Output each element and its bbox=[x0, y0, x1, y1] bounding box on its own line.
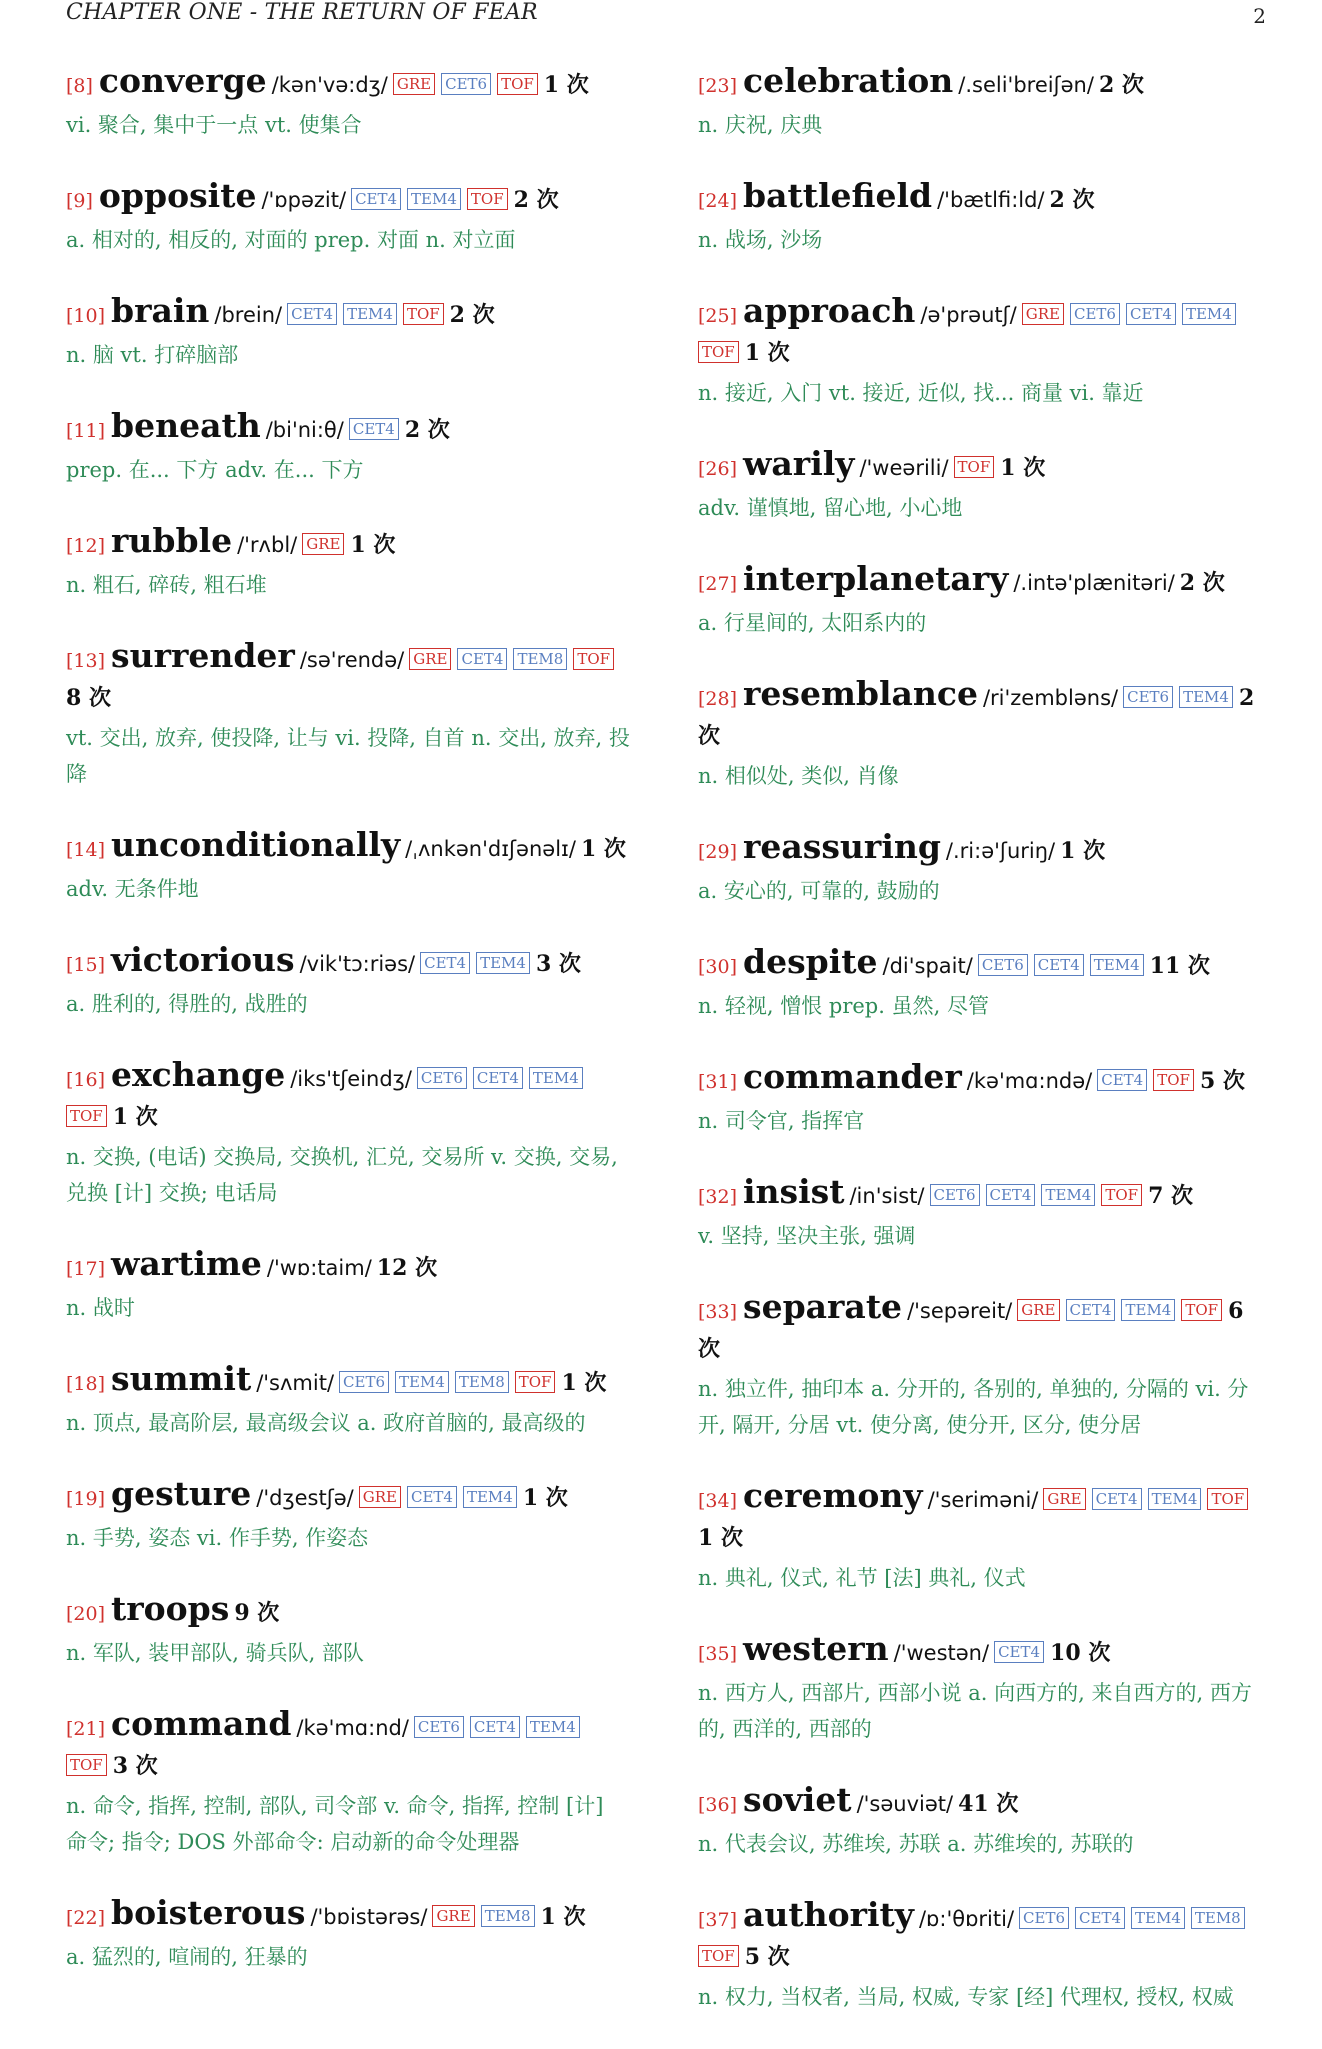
entry-frequency: 2 次 bbox=[1098, 72, 1144, 98]
entry-number: [33] bbox=[698, 1301, 738, 1323]
entry-definition: vi. 聚合, 集中于一点 vt. 使集合 bbox=[66, 113, 362, 137]
exam-tag: CET4 bbox=[351, 188, 401, 210]
entry-phonetic: /.intə'plænitəri/ bbox=[1013, 571, 1175, 595]
entry-frequency: 3 次 bbox=[112, 1753, 158, 1779]
page-number: 2 bbox=[1253, 4, 1266, 28]
entry-phonetic: /'westən/ bbox=[893, 1641, 990, 1665]
entry-phonetic: /di'spait/ bbox=[882, 954, 973, 978]
entry-frequency: 1 次 bbox=[561, 1370, 607, 1396]
entry-definition: a. 胜利的, 得胜的, 战胜的 bbox=[66, 992, 308, 1016]
entry-phonetic: /.ri:ə'ʃuriŋ/ bbox=[945, 839, 1056, 863]
entry-frequency: 11 次 bbox=[1149, 953, 1210, 979]
entry-definition: n. 战时 bbox=[66, 1296, 135, 1320]
exam-tag: CET4 bbox=[1126, 303, 1176, 325]
exam-tag: CET6 bbox=[441, 73, 491, 95]
entry-word: western bbox=[743, 1629, 889, 1668]
entry-headline bbox=[698, 943, 1263, 986]
exam-tag: TEM4 bbox=[407, 188, 461, 210]
entry-definition: n. 相似处, 类似, 肖像 bbox=[698, 764, 899, 788]
vocab-entry bbox=[66, 637, 631, 792]
entry-number: [37] bbox=[698, 1909, 738, 1931]
entry-word: warily bbox=[743, 444, 855, 483]
entry-word: wartime bbox=[111, 1244, 262, 1283]
entry-phonetic: /ɒ:'θɒriti/ bbox=[918, 1907, 1015, 1931]
entry-word: beneath bbox=[111, 406, 261, 445]
entry-word: despite bbox=[743, 942, 878, 981]
entry-phonetic: /vik'tɔ:riəs/ bbox=[299, 952, 416, 976]
vocab-entry bbox=[66, 1360, 631, 1441]
entry-headline bbox=[698, 445, 1263, 488]
exam-tag: CET6 bbox=[1123, 686, 1173, 708]
entry-definition: v. 坚持, 坚决主张, 强调 bbox=[698, 1224, 916, 1248]
entry-number: [23] bbox=[698, 75, 738, 97]
entry-frequency: 6 次 bbox=[698, 1298, 1244, 1362]
exam-tag: TOF bbox=[467, 188, 508, 210]
exam-tag: TEM4 bbox=[529, 1067, 583, 1089]
vocab-entry bbox=[66, 177, 631, 258]
entry-definition: n. 接近, 入门 vt. 接近, 近似, 找... 商量 vi. 靠近 bbox=[698, 381, 1144, 405]
entry-definition: n. 庆祝, 庆典 bbox=[698, 113, 823, 137]
entry-number: [16] bbox=[66, 1069, 106, 1091]
entry-phonetic: /'sʌmit/ bbox=[256, 1371, 335, 1395]
vocab-entry bbox=[66, 1590, 631, 1671]
entry-headline bbox=[66, 1705, 631, 1786]
vocab-entry bbox=[66, 1056, 631, 1211]
entry-number: [29] bbox=[698, 841, 738, 863]
entry-frequency: 12 次 bbox=[376, 1255, 438, 1281]
entry-frequency: 1 次 bbox=[1060, 838, 1106, 864]
exam-tag: TEM4 bbox=[1041, 1184, 1095, 1206]
entry-headline bbox=[66, 1894, 631, 1937]
entry-number: [9] bbox=[66, 190, 93, 212]
entry-definition: a. 相对的, 相反的, 对面的 prep. 对面 n. 对立面 bbox=[66, 228, 516, 252]
entry-number: [31] bbox=[698, 1071, 738, 1093]
entry-number: [19] bbox=[66, 1488, 106, 1510]
entry-word: exchange bbox=[111, 1055, 286, 1094]
entry-number: [26] bbox=[698, 458, 738, 480]
entry-headline bbox=[698, 1781, 1263, 1824]
right-column bbox=[698, 62, 1263, 2049]
exam-tag: TEM4 bbox=[476, 952, 530, 974]
entry-number: [8] bbox=[66, 75, 93, 97]
entry-word: unconditionally bbox=[111, 825, 401, 864]
entry-definition: n. 轻视, 憎恨 prep. 虽然, 尽管 bbox=[698, 994, 989, 1018]
entry-definition: a. 行星间的, 太阳系内的 bbox=[698, 611, 927, 635]
entry-frequency: 9 次 bbox=[234, 1600, 280, 1626]
entry-word: troops bbox=[111, 1589, 230, 1628]
exam-tag: TEM4 bbox=[1182, 303, 1236, 325]
entry-definition: n. 西方人, 西部片, 西部小说 a. 向西方的, 来自西方的, 西方的, 西洋的, 西部的 bbox=[698, 1681, 1252, 1741]
entry-frequency: 1 次 bbox=[698, 1525, 743, 1551]
entry-phonetic: /sə'rendə/ bbox=[299, 648, 405, 672]
entry-number: [30] bbox=[698, 956, 738, 978]
entry-frequency: 7 次 bbox=[1148, 1183, 1194, 1209]
exam-tag: GRE bbox=[393, 73, 435, 95]
entry-phonetic: /kə'mɑ:ndə/ bbox=[966, 1069, 1093, 1093]
entry-number: [13] bbox=[66, 650, 106, 672]
entry-frequency: 41 次 bbox=[958, 1791, 1019, 1817]
entry-frequency: 5 次 bbox=[1199, 1068, 1245, 1094]
exam-tag: TEM4 bbox=[343, 303, 397, 325]
exam-tag: CET4 bbox=[473, 1067, 523, 1089]
entry-definition: n. 交换, (电话) 交换局, 交换机, 汇兑, 交易所 v. 交换, 交易, 兑换 [计] 交换; 电话局 bbox=[66, 1145, 618, 1205]
entry-definition: a. 安心的, 可靠的, 鼓励的 bbox=[698, 879, 940, 903]
entry-frequency: 1 次 bbox=[350, 532, 396, 558]
exam-tag: CET4 bbox=[986, 1184, 1036, 1206]
entry-definition: adv. 无条件地 bbox=[66, 877, 199, 901]
entry-frequency: 2 次 bbox=[404, 417, 450, 443]
entry-word: resemblance bbox=[743, 674, 978, 713]
entry-headline bbox=[698, 675, 1263, 756]
vocab-entry bbox=[698, 675, 1263, 794]
entry-number: [35] bbox=[698, 1643, 738, 1665]
vocab-entry bbox=[698, 292, 1263, 411]
vocab-entry bbox=[66, 1475, 631, 1556]
entry-headline bbox=[698, 177, 1263, 220]
entry-frequency: 2 次 bbox=[1179, 570, 1225, 596]
left-column bbox=[66, 62, 631, 2009]
entry-definition: n. 典礼, 仪式, 礼节 [法] 典礼, 仪式 bbox=[698, 1566, 1026, 1590]
exam-tag: CET4 bbox=[420, 952, 470, 974]
exam-tag: TEM4 bbox=[1179, 686, 1233, 708]
exam-tag: CET4 bbox=[1066, 1299, 1116, 1321]
entry-definition: prep. 在... 下方 adv. 在... 下方 bbox=[66, 458, 364, 482]
entry-word: converge bbox=[98, 61, 267, 100]
entry-phonetic: /'bɒistərəs/ bbox=[310, 1905, 428, 1929]
exam-tag: CET4 bbox=[1034, 954, 1084, 976]
exam-tag: TOF bbox=[954, 456, 995, 478]
entry-definition: adv. 谨慎地, 留心地, 小心地 bbox=[698, 496, 963, 520]
exam-tag: CET6 bbox=[1019, 1907, 1069, 1929]
exam-tag: TOF bbox=[698, 1945, 739, 1967]
entry-phonetic: /ri'zembləns/ bbox=[982, 686, 1119, 710]
entry-frequency: 1 次 bbox=[1000, 455, 1046, 481]
exam-tag: CET4 bbox=[287, 303, 337, 325]
entry-number: [17] bbox=[66, 1258, 106, 1280]
vocab-entry bbox=[698, 560, 1263, 641]
vocab-entry bbox=[698, 1173, 1263, 1254]
vocab-entry bbox=[698, 1781, 1263, 1862]
entry-number: [24] bbox=[698, 190, 738, 212]
exam-tag: CET6 bbox=[414, 1716, 464, 1738]
chapter-title: CHAPTER ONE - THE RETURN OF FEAR bbox=[66, 0, 538, 25]
entry-headline bbox=[66, 292, 631, 335]
entry-word: celebration bbox=[743, 61, 954, 100]
exam-tag: TEM8 bbox=[455, 1371, 509, 1393]
entry-frequency: 1 次 bbox=[580, 836, 626, 862]
entry-definition: n. 独立件, 抽印本 a. 分开的, 各别的, 单独的, 分隔的 vi. 分开, 隔开, 分居 vt. 使分离, 使分开, 区分, 使分居 bbox=[698, 1377, 1249, 1437]
exam-tag: CET6 bbox=[930, 1184, 980, 1206]
entry-phonetic: /'seriməni/ bbox=[927, 1488, 1039, 1512]
entry-headline bbox=[66, 1056, 631, 1137]
exam-tag: CET6 bbox=[1070, 303, 1120, 325]
exam-tag: TEM4 bbox=[1090, 954, 1144, 976]
entry-number: [12] bbox=[66, 535, 106, 557]
exam-tag: TOF bbox=[1101, 1184, 1142, 1206]
entry-frequency: 5 次 bbox=[744, 1944, 790, 1970]
exam-tag: CET6 bbox=[339, 1371, 389, 1393]
entry-phonetic: /.seli'breiʃən/ bbox=[958, 73, 1094, 97]
entry-frequency: 2 次 bbox=[449, 302, 495, 328]
entry-definition: n. 司令官, 指挥官 bbox=[698, 1109, 865, 1133]
exam-tag: TOF bbox=[66, 1105, 107, 1127]
exam-tag: CET4 bbox=[457, 648, 507, 670]
entry-phonetic: /bi'ni:θ/ bbox=[265, 418, 344, 442]
entry-frequency: 1 次 bbox=[112, 1104, 158, 1130]
exam-tag: CET4 bbox=[407, 1486, 457, 1508]
entry-phonetic: /iks'tʃeindʒ/ bbox=[290, 1067, 412, 1091]
entry-word: command bbox=[111, 1704, 292, 1743]
entry-frequency: 1 次 bbox=[540, 1904, 586, 1930]
entry-headline bbox=[698, 1173, 1263, 1216]
exam-tag: CET4 bbox=[1075, 1907, 1125, 1929]
entry-headline bbox=[698, 62, 1263, 105]
exam-tag: GRE bbox=[302, 533, 344, 555]
entry-definition: n. 代表会议, 苏维埃, 苏联 a. 苏维埃的, 苏联的 bbox=[698, 1832, 1134, 1856]
entry-headline bbox=[66, 826, 631, 869]
vocab-entry bbox=[698, 943, 1263, 1024]
exam-tag: GRE bbox=[359, 1486, 401, 1508]
entry-word: approach bbox=[743, 291, 916, 330]
entry-headline bbox=[66, 407, 631, 450]
entry-definition: vt. 交出, 放弃, 使投降, 让与 vi. 投降, 自首 n. 交出, 放弃, 投降 bbox=[66, 726, 630, 786]
entry-number: [28] bbox=[698, 688, 738, 710]
entry-word: reassuring bbox=[743, 827, 941, 866]
entry-word: rubble bbox=[111, 521, 233, 560]
entry-frequency: 2 次 bbox=[1049, 187, 1095, 213]
exam-tag: GRE bbox=[1022, 303, 1064, 325]
exam-tag: CET4 bbox=[1097, 1069, 1147, 1091]
entry-frequency: 1 次 bbox=[744, 340, 790, 366]
vocab-entry bbox=[66, 1705, 631, 1860]
entry-word: separate bbox=[743, 1287, 903, 1326]
entry-frequency: 1 次 bbox=[522, 1485, 568, 1511]
entry-headline bbox=[698, 1630, 1263, 1673]
exam-tag: TEM8 bbox=[1191, 1907, 1245, 1929]
entry-frequency: 3 次 bbox=[535, 951, 581, 977]
vocab-entry bbox=[698, 1477, 1263, 1596]
entry-word: opposite bbox=[98, 176, 257, 215]
entry-word: battlefield bbox=[743, 176, 933, 215]
vocab-entry bbox=[698, 1288, 1263, 1443]
page-header bbox=[66, 0, 1266, 26]
entry-headline bbox=[66, 522, 631, 565]
vocab-entry bbox=[698, 1630, 1263, 1747]
entry-definition: a. 猛烈的, 喧闹的, 狂暴的 bbox=[66, 1945, 308, 1969]
entry-definition: n. 战场, 沙场 bbox=[698, 228, 823, 252]
entry-headline bbox=[66, 1245, 631, 1288]
exam-tag: TOF bbox=[1153, 1069, 1194, 1091]
entry-word: commander bbox=[743, 1057, 962, 1096]
exam-tag: TOF bbox=[403, 303, 444, 325]
entry-number: [20] bbox=[66, 1603, 106, 1625]
exam-tag: TOF bbox=[698, 341, 739, 363]
exam-tag: TEM4 bbox=[1148, 1488, 1202, 1510]
exam-tag: TOF bbox=[515, 1371, 556, 1393]
exam-tag: TEM4 bbox=[463, 1486, 517, 1508]
exam-tag: TOF bbox=[573, 648, 614, 670]
entry-phonetic: /'səuviət/ bbox=[856, 1792, 954, 1816]
entry-frequency: 10 次 bbox=[1050, 1640, 1111, 1666]
vocab-entry bbox=[66, 1245, 631, 1326]
entry-definition: n. 军队, 装甲部队, 骑兵队, 部队 bbox=[66, 1641, 364, 1665]
entry-definition: n. 脑 vt. 打碎脑部 bbox=[66, 343, 239, 367]
entry-frequency: 1 次 bbox=[543, 72, 589, 98]
entry-definition: n. 权力, 当权者, 当局, 权威, 专家 [经] 代理权, 授权, 权威 bbox=[698, 1985, 1234, 2009]
entry-phonetic: /'sepəreit/ bbox=[907, 1299, 1013, 1323]
entry-headline bbox=[66, 637, 631, 718]
exam-tag: CET4 bbox=[470, 1716, 520, 1738]
exam-tag: GRE bbox=[432, 1905, 474, 1927]
entry-phonetic: /in'sist/ bbox=[849, 1184, 925, 1208]
vocab-entry bbox=[698, 1058, 1263, 1139]
exam-tag: TOF bbox=[66, 1754, 107, 1776]
entry-headline bbox=[698, 1896, 1263, 1977]
entry-number: [32] bbox=[698, 1186, 738, 1208]
entry-word: victorious bbox=[111, 940, 295, 979]
entry-phonetic: /'bætlfi:ld/ bbox=[937, 188, 1045, 212]
entry-headline bbox=[66, 1360, 631, 1403]
exam-tag: CET6 bbox=[417, 1067, 467, 1089]
entry-headline bbox=[698, 1058, 1263, 1101]
exam-tag: GRE bbox=[409, 648, 451, 670]
entry-number: [36] bbox=[698, 1794, 738, 1816]
entry-phonetic: /kən'və:dʒ/ bbox=[271, 73, 388, 97]
entry-number: [14] bbox=[66, 839, 106, 861]
entry-frequency: 2 次 bbox=[698, 685, 1255, 749]
entry-word: summit bbox=[111, 1359, 252, 1398]
vocab-entry bbox=[66, 407, 631, 488]
exam-tag: TOF bbox=[1181, 1299, 1222, 1321]
entry-definition: n. 手势, 姿态 vi. 作手势, 作姿态 bbox=[66, 1526, 369, 1550]
entry-word: interplanetary bbox=[743, 559, 1009, 598]
entry-phonetic: /'weərili/ bbox=[859, 456, 949, 480]
entry-phonetic: /kə'mɑ:nd/ bbox=[296, 1716, 409, 1740]
entry-frequency: 2 次 bbox=[513, 187, 559, 213]
entry-definition: n. 粗石, 碎砖, 粗石堆 bbox=[66, 573, 267, 597]
entry-definition: n. 命令, 指挥, 控制, 部队, 司令部 v. 命令, 指挥, 控制 [计] 命令; 指令; DOS 外部命令: 启动新的命令处理器 bbox=[66, 1794, 604, 1854]
entry-word: boisterous bbox=[111, 1893, 306, 1932]
entry-headline bbox=[698, 292, 1263, 373]
entry-phonetic: /'wɒ:taim/ bbox=[266, 1256, 372, 1280]
entry-number: [18] bbox=[66, 1373, 106, 1395]
entry-headline bbox=[698, 560, 1263, 603]
entry-phonetic: /brein/ bbox=[214, 303, 283, 327]
vocab-entry bbox=[698, 445, 1263, 526]
entry-number: [15] bbox=[66, 954, 106, 976]
exam-tag: TOF bbox=[1207, 1488, 1248, 1510]
entry-number: [10] bbox=[66, 305, 106, 327]
exam-tag: TOF bbox=[497, 73, 538, 95]
exam-tag: GRE bbox=[1043, 1488, 1085, 1510]
exam-tag: CET4 bbox=[349, 418, 399, 440]
vocab-entry bbox=[66, 826, 631, 907]
entry-word: authority bbox=[743, 1895, 914, 1934]
entry-number: [22] bbox=[66, 1907, 106, 1929]
entry-word: soviet bbox=[743, 1780, 852, 1819]
exam-tag: CET4 bbox=[1092, 1488, 1142, 1510]
entry-word: ceremony bbox=[743, 1476, 923, 1515]
exam-tag: TEM4 bbox=[395, 1371, 449, 1393]
entry-headline bbox=[66, 1475, 631, 1518]
exam-tag: TEM4 bbox=[1121, 1299, 1175, 1321]
vocab-entry bbox=[698, 828, 1263, 909]
vocab-entry bbox=[66, 292, 631, 373]
entry-phonetic: /'rʌbl/ bbox=[237, 533, 298, 557]
entry-definition: n. 顶点, 最高阶层, 最高级会议 a. 政府首脑的, 最高级的 bbox=[66, 1411, 586, 1435]
exam-tag: TEM8 bbox=[513, 648, 567, 670]
vocab-entry bbox=[698, 62, 1263, 143]
entry-headline bbox=[66, 177, 631, 220]
entry-number: [25] bbox=[698, 305, 738, 327]
entry-word: gesture bbox=[111, 1474, 252, 1513]
vocab-entry bbox=[698, 177, 1263, 258]
entry-frequency: 8 次 bbox=[66, 685, 111, 711]
vocab-entry bbox=[66, 522, 631, 603]
entry-number: [11] bbox=[66, 420, 106, 442]
entry-headline bbox=[698, 1477, 1263, 1558]
entry-phonetic: /'ɒpəzit/ bbox=[261, 188, 347, 212]
entry-headline bbox=[698, 1288, 1263, 1369]
entry-word: surrender bbox=[111, 636, 295, 675]
exam-tag: TEM4 bbox=[526, 1716, 580, 1738]
vocab-entry bbox=[66, 1894, 631, 1975]
entry-number: [34] bbox=[698, 1490, 738, 1512]
entry-headline bbox=[66, 1590, 631, 1633]
exam-tag: CET4 bbox=[994, 1641, 1044, 1663]
entry-number: [27] bbox=[698, 573, 738, 595]
exam-tag: GRE bbox=[1017, 1299, 1059, 1321]
exam-tag: TEM8 bbox=[481, 1905, 535, 1927]
entry-word: insist bbox=[743, 1172, 845, 1211]
exam-tag: TEM4 bbox=[1131, 1907, 1185, 1929]
entry-headline bbox=[66, 62, 631, 105]
entry-headline bbox=[698, 828, 1263, 871]
exam-tag: CET6 bbox=[978, 954, 1028, 976]
vocab-entry bbox=[66, 941, 631, 1022]
vocab-entry bbox=[698, 1896, 1263, 2015]
entry-number: [21] bbox=[66, 1718, 106, 1740]
vocab-entry bbox=[66, 62, 631, 143]
entry-phonetic: /'dʒestʃə/ bbox=[256, 1486, 354, 1510]
entry-phonetic: /ə'prəutʃ/ bbox=[920, 303, 1017, 327]
entry-headline bbox=[66, 941, 631, 984]
entry-word: brain bbox=[111, 291, 210, 330]
entry-phonetic: /ˌʌnkən'dɪʃənəlɪ/ bbox=[405, 837, 576, 861]
